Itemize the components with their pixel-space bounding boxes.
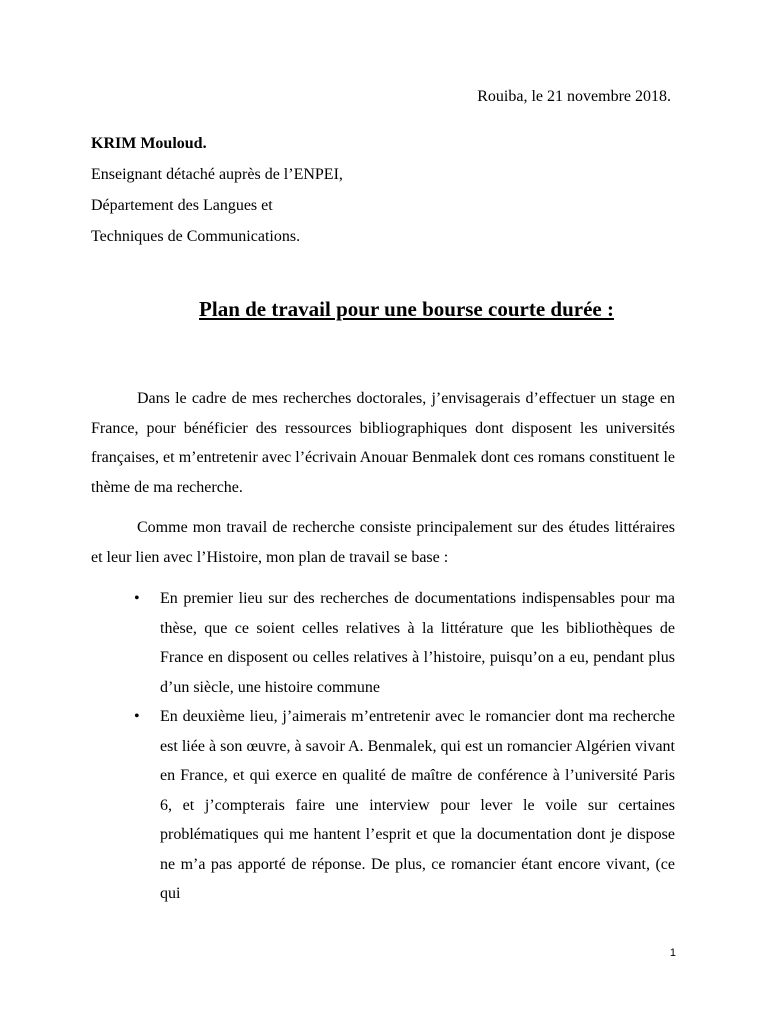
paragraph-intro: Dans le cadre de mes recherches doctorales, j’envisagerais d’effectuer un stage en France, pour bénéficier des ressources bibliographiques dont disposent les universités françaises, et m’entretenir avec l’écrivain Anouar Benmalek dont ces romans constituent le thème de ma recherche. — [91, 390, 675, 496]
sender-block — [91, 128, 343, 252]
page-number: 1 — [669, 947, 676, 959]
list-item — [91, 702, 675, 909]
list-item — [91, 584, 675, 702]
date-line: Rouiba, le 21 novembre 2018. — [477, 88, 671, 105]
bullet-text: En deuxième lieu, j’aimerais m’entretenir avec le romancier dont ma recherche est liée à son œuvre, à savoir A. Benmalek, qui est un romancier Algérien vivant en France, et qui exerce en qualité de maître de conférence à l’université Paris 6, et j’compterais faire une interview pour lever le voile sur certaines problématiques qui me hantent l’esprit et que la documentation dont je dispose ne m’a pas apporté de réponse. De plus, ce romancier étant encore vivant, (ce qui — [160, 708, 675, 902]
plan-bullet-list — [91, 584, 675, 909]
bullet-icon: • — [134, 590, 140, 607]
bullet-text: En premier lieu sur des recherches de documentations indispensables pour ma thèse, que ce soient celles relatives à la littérature que les bibliothèques de France en disposent ou celles relatives à l’histoire, puisqu’on a eu, pendant plus d’un siècle, une histoire commune — [160, 590, 675, 696]
sender-name: KRIM Mouloud. — [91, 135, 207, 152]
bullet-icon: • — [134, 708, 140, 725]
sender-department: Département des Langues et — [91, 197, 273, 214]
paragraph-plan: Comme mon travail de recherche consiste principalement sur des études littéraires et leur lien avec l’Histoire, mon plan de travail se base : — [91, 519, 675, 566]
sender-position: Enseignant détaché auprès de l’ENPEI, — [91, 166, 343, 183]
document-title: Plan de travail pour une bourse courte durée : — [199, 297, 614, 321]
sender-department-cont: Techniques de Communications. — [91, 228, 301, 245]
